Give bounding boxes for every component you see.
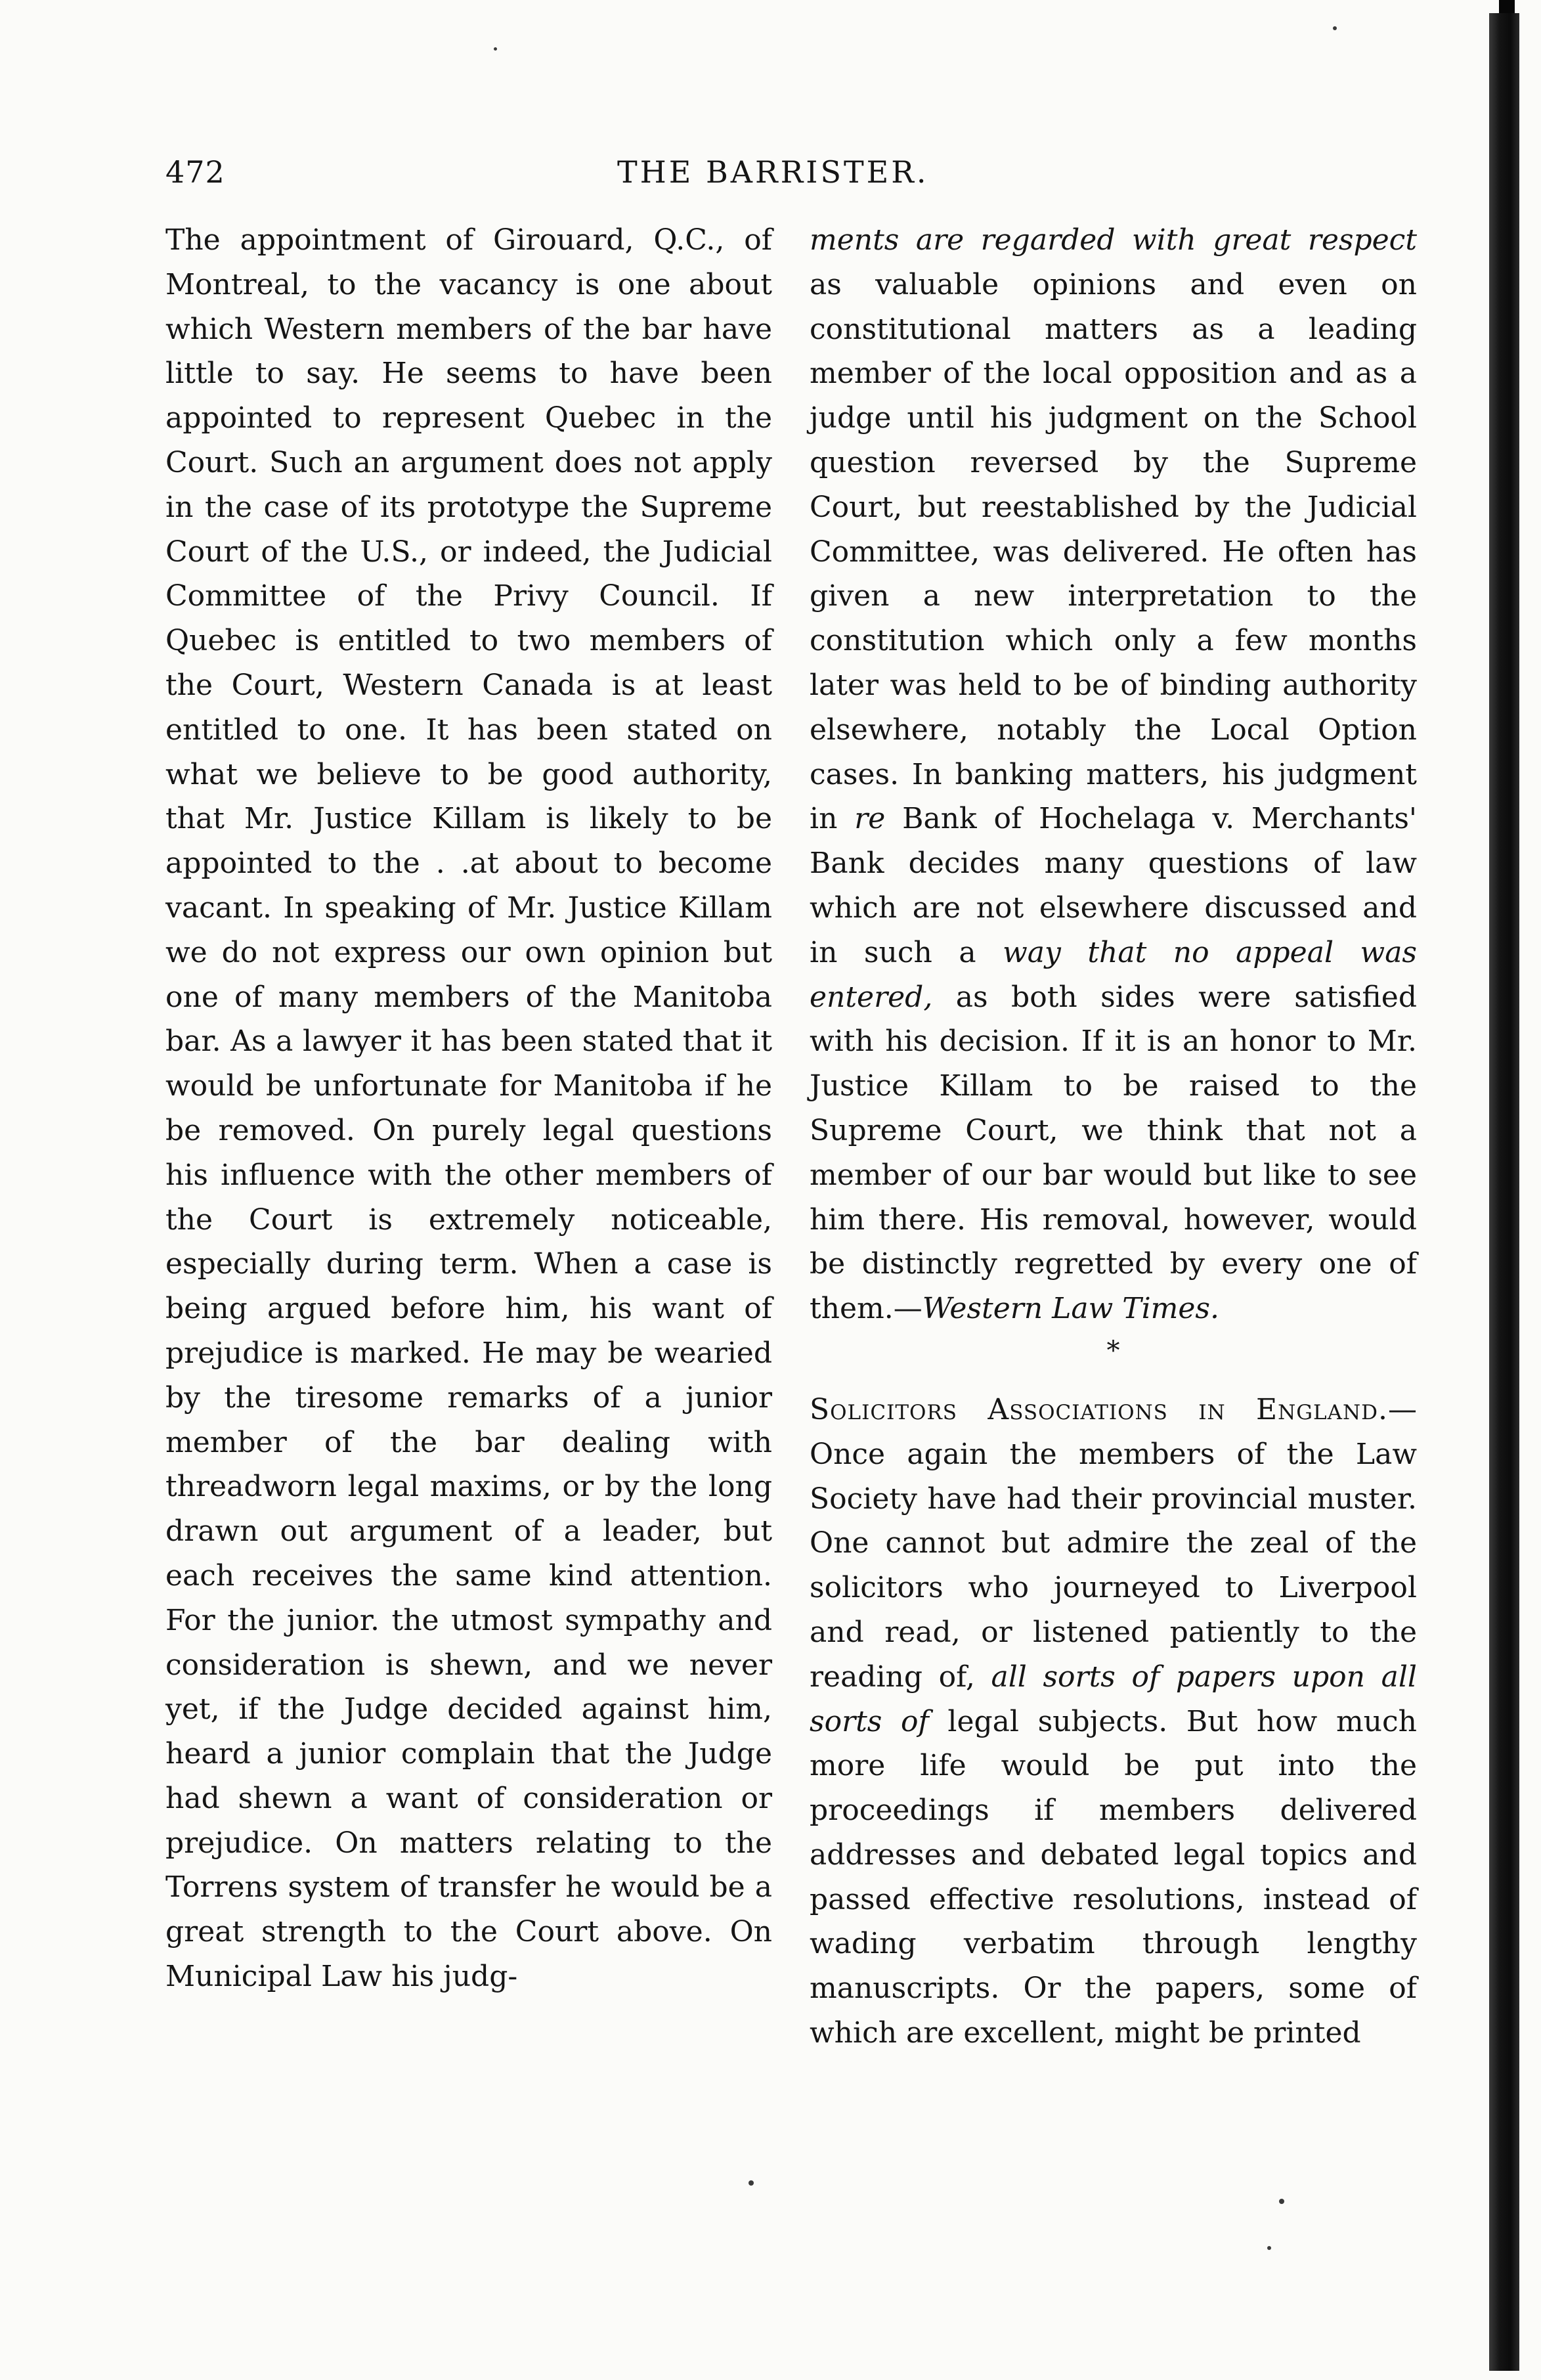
print-speck [1333, 26, 1337, 30]
source-citation: Western Law Times. [922, 1292, 1219, 1326]
killam-article-continuation [810, 218, 1417, 1331]
text-run: legal subjects. But how much more life would be put into the proceedings if members delivered addresses and debated legal topics and passed effective resolutions, instead of wading verbatim through lengthy manuscripts. Or the papers, some of which are excellent, might be printed [810, 1704, 1417, 2050]
page-number: 472 [165, 154, 225, 190]
italic-run: way that no appeal was entered, [810, 935, 1418, 1014]
solicitors-article [810, 1388, 1417, 2056]
text-run: as both sides were satisfied with his decision. If it is an honor to Mr. Justice Killam to be raised to the Supreme Court, we think that not a member of our bar would but like to see him there. His removal, however, would be distinctly regretted by every one of them.— [810, 980, 1417, 1326]
page-header [0, 152, 1541, 198]
left-column [165, 218, 772, 1999]
italic-re: re [854, 802, 886, 836]
text-run: Bank of Hochelaga v. Merchants' Bank decides many questions of law which are not elsewhere discussed and in such a [810, 802, 1417, 969]
text-run: as valuable opinions and even on constitutional matters as a leading member of the local opposition and as a judge until his judgment on the School question reversed by the Supreme Court, but reestablished by the Judicial Committee, was delivered. He often has given a new interpretation to the constitution which only a few months later was held to be of binding authority elsewhere, notably the Local Option cases. In banking matters, his judgment in [810, 267, 1417, 836]
right-column [810, 218, 1417, 2056]
binding-edge [1489, 13, 1519, 2371]
section-ornament: * [1106, 1335, 1120, 1366]
print-speck [749, 2180, 754, 2186]
print-speck [1279, 2199, 1284, 2204]
running-head: THE BARRISTER. [617, 154, 929, 190]
text-run: —Once again the members of the Law Society have had their provincial muster. One cannot but admire the zeal of the solicitors who journeyed to Liverpool and read, or listened patiently to the reading of, [810, 1392, 1417, 1694]
article-heading: Solicitors Associations in England. [810, 1392, 1388, 1426]
left-column-paragraph: The appointment of Girouard, Q.C., of Montreal, to the vacancy is one about which Western members of the bar have little to say. He seems to have been appointed to represent Quebec in the Court. Such an argument does not apply in the case of its prototype the Supreme Court of the U.S., or indeed, the Judicial Committee of the Privy Council. If Quebec is entitled to two members of the Court, Western Canada is at least entitled to one. It has been stated on what we believe to be good authority, that Mr. Justice Killam is likely to be appointed to the . .at about to become vacant. In speaking of Mr. Justice Killam we do not express our own opinion but one of many members of the Manitoba bar. As a lawyer it has been stated that it would be unfortunate for Manitoba if he be removed. On purely legal questions his influence with the other members of the Court is extremely noticeable, especially during term. When a case is being argued before him, his want of prejudice is marked. He may be wearied by the tiresome remarks of a junior member of the bar dealing with threadworn legal maxims, or by the long drawn out argument of a leader, but each receives the same kind attention. For the junior. the utmost sympathy and consideration is shewn, and we never yet, if the Judge decided against him, heard a junior complain that the Judge had shewn a want of consideration or prejudice. On matters relating to the Torrens system of transfer he would be a great strength to the Court above. On Municipal Law his judg- [165, 223, 772, 1994]
print-speck [494, 47, 497, 51]
print-speck [1267, 2246, 1271, 2250]
italic-run: ments are regarded with great respect [810, 223, 1417, 257]
italic-run: all sorts of papers upon all sorts of [810, 1660, 1417, 1738]
